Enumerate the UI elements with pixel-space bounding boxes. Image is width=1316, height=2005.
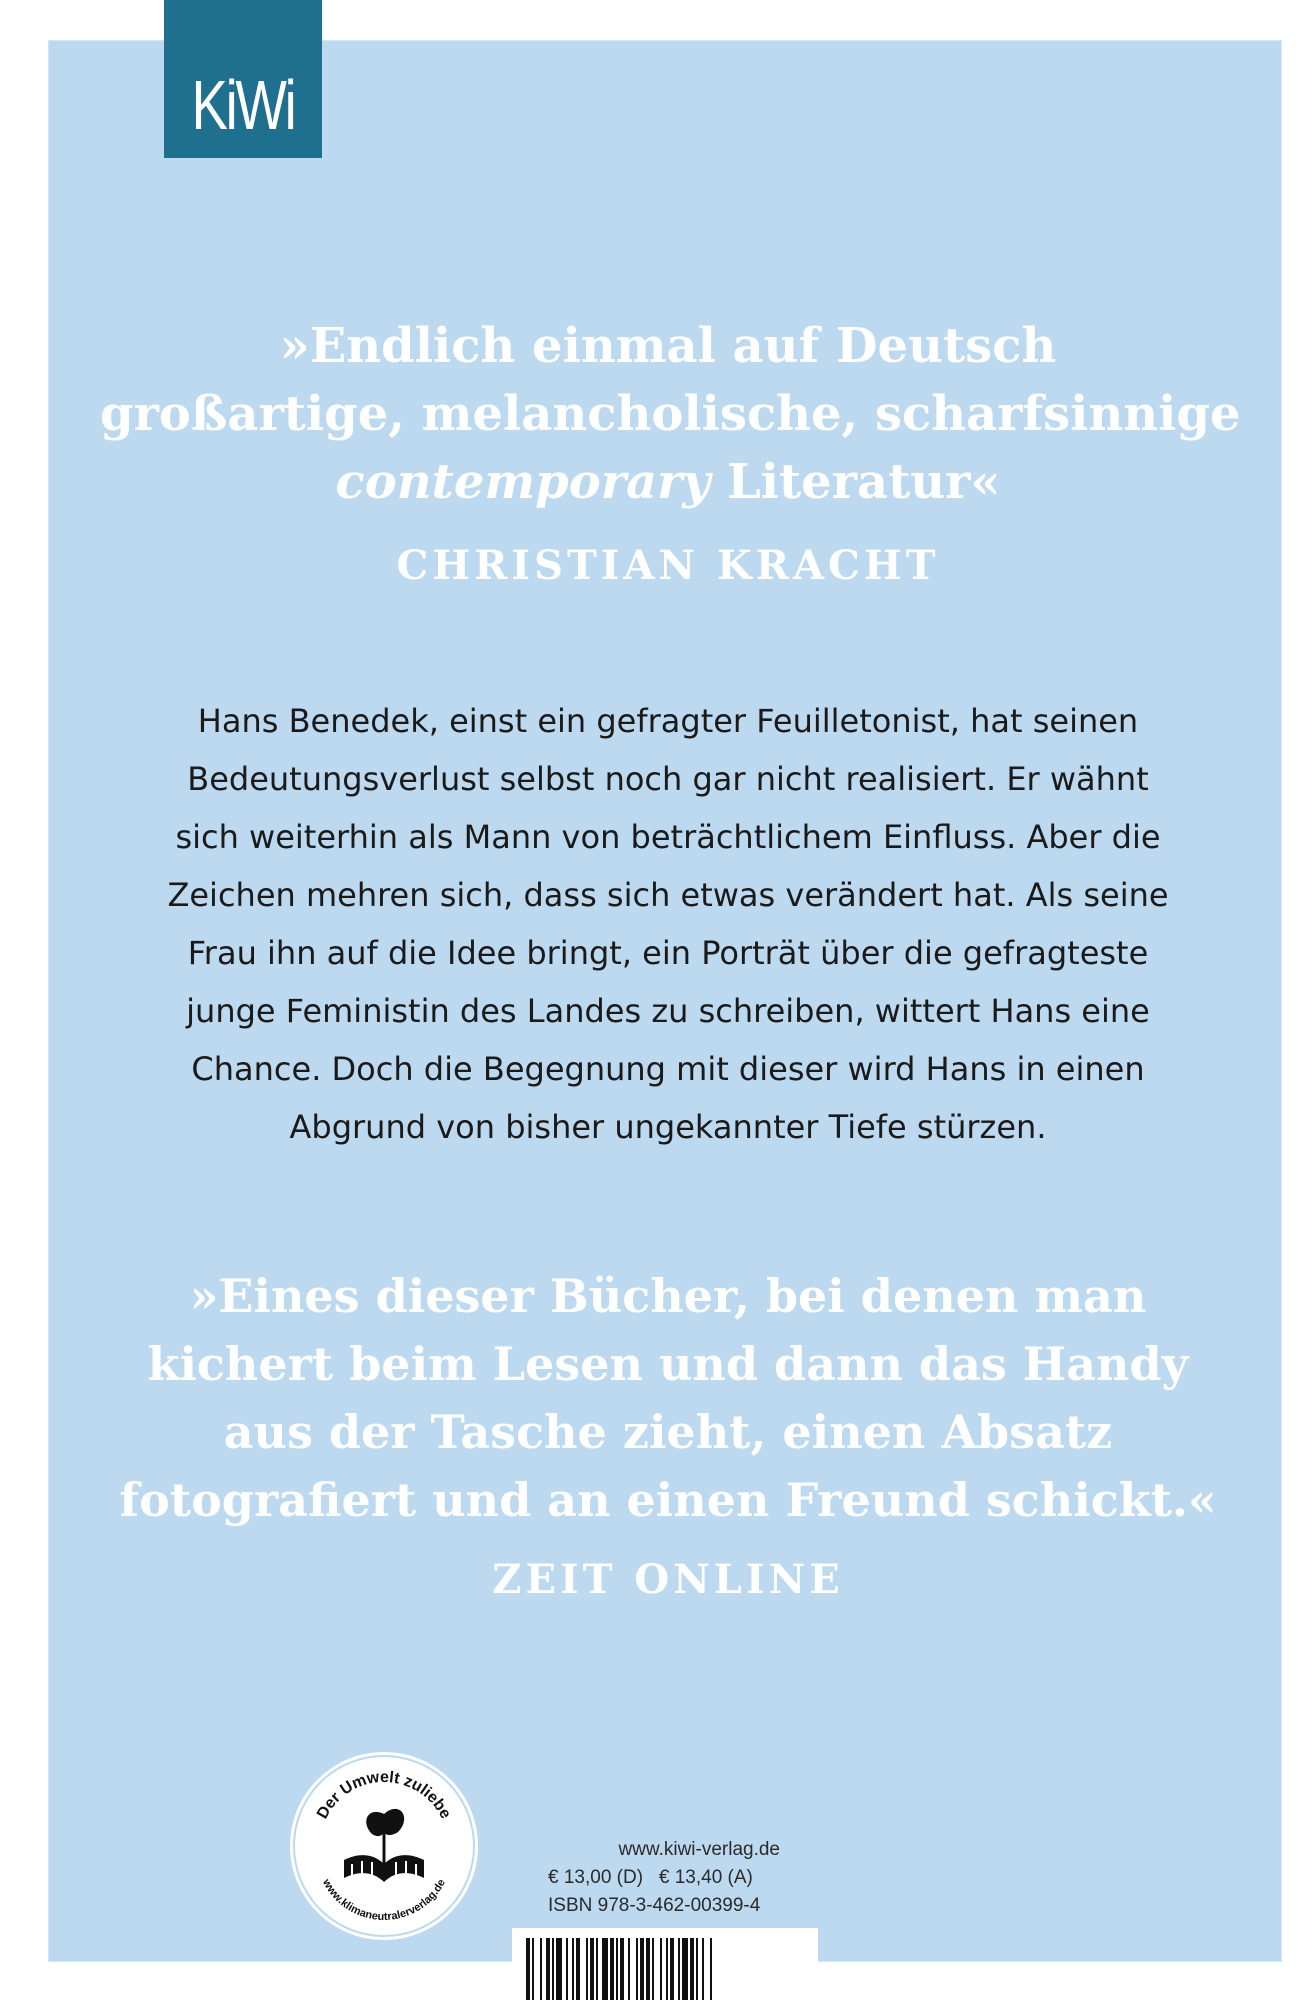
blurb-text — [100, 692, 1236, 1156]
barcode-bar — [682, 1938, 688, 2000]
publisher-website: www.kiwi-verlag.de — [618, 1839, 780, 1860]
quote-top-line: »Endlich einmal auf Deutsch — [279, 318, 1057, 374]
barcode-bar — [596, 1938, 598, 2000]
eco-seal-graphic — [290, 1752, 478, 1940]
barcode-bars — [512, 1928, 818, 2000]
price-at: € 13,40 (A) — [658, 1867, 753, 1888]
barcode-bar — [636, 1938, 638, 2000]
eco-seal-bottom-text: www.klimaneutralerverlag.de — [320, 1877, 448, 1924]
quote-bottom-line: »Eines dieser Bücher, bei denen man — [189, 1269, 1147, 1323]
barcode-bar — [710, 1938, 712, 2000]
quote-top-line: großartige, melancholische, scharfsinnige — [100, 386, 1241, 442]
eco-seal — [290, 1752, 478, 1940]
quote-top-attribution: CHRISTIAN KRACHT — [396, 542, 940, 589]
isbn: ISBN 978-3-462-00399-4 — [548, 1895, 761, 1916]
eco-seal-top-text: Der Umwelt zuliebe — [314, 1768, 455, 1822]
barcode-bar — [566, 1938, 568, 2000]
barcode-bar — [702, 1938, 704, 2000]
blurb-line: Bedeutungsverlust selbst noch gar nicht realisiert. Er wähnt — [187, 760, 1149, 798]
barcode-bar — [690, 1938, 694, 2000]
quote-bottom-line: fotografiert und an einen Freund schickt.« — [119, 1473, 1217, 1527]
quote-bottom — [100, 1262, 1236, 1534]
barcode-bar — [576, 1938, 580, 2000]
quote-bottom-line: kichert beim Lesen und dann das Handy — [147, 1337, 1189, 1391]
quote-bottom-line: aus der Tasche zieht, einen Absatz — [223, 1405, 1113, 1459]
barcode-bar — [628, 1938, 630, 2000]
barcode-bar — [616, 1938, 618, 2000]
barcode-bar — [532, 1938, 534, 2000]
barcode-bar — [572, 1938, 574, 2000]
quote-top-line — [100, 448, 1236, 516]
blurb-line: sich weiterhin als Mann von beträchtlichem Einfluss. Aber die — [175, 818, 1161, 856]
blurb-line: Zeichen mehren sich, dass sich etwas verändert hat. Als seine — [167, 876, 1169, 914]
price-line — [548, 1864, 788, 1892]
barcode-bar — [620, 1938, 624, 2000]
logo-text: KiWi — [191, 66, 295, 144]
barcode-bar — [678, 1938, 680, 2000]
quote-bottom-attribution: ZEIT ONLINE — [492, 1556, 844, 1603]
barcode-bar — [590, 1938, 594, 2000]
barcode-bar — [670, 1938, 674, 2000]
blurb-line: Frau ihn auf die Idee bringt, ein Porträt über die gefragteste — [187, 934, 1149, 972]
barcode-icon — [512, 1928, 818, 2000]
quote-top-rest: Literatur« — [710, 454, 1001, 510]
barcode-bar — [552, 1938, 554, 2000]
blurb-line: Abgrund von bisher ungekannter Tiefe stürzen. — [289, 1108, 1047, 1146]
blurb-line: Chance. Doch die Begegnung mit dieser wird Hans in einen — [191, 1050, 1145, 1088]
barcode-bar — [586, 1938, 588, 2000]
blurb-line: junge Feministin des Landes zu schreiben, wittert Hans eine — [186, 992, 1150, 1030]
quote-top-italic: contemporary — [335, 454, 711, 510]
barcode-bar — [610, 1938, 614, 2000]
barcode-bar — [546, 1938, 550, 2000]
price-de: € 13,00 (D) — [548, 1867, 644, 1888]
barcode-bar — [556, 1938, 562, 2000]
barcode-bar — [696, 1938, 698, 2000]
barcode-bar — [660, 1938, 662, 2000]
barcode-bar — [640, 1938, 644, 2000]
barcode-bar — [646, 1938, 650, 2000]
imprint-block — [548, 1836, 788, 1920]
publisher-logo — [164, 0, 322, 158]
barcode-bar — [540, 1938, 542, 2000]
barcode-bar — [602, 1938, 608, 2000]
barcode-bar — [652, 1938, 654, 2000]
barcode-bar — [526, 1938, 530, 2000]
barcode-bar — [666, 1938, 668, 2000]
blurb-line: Hans Benedek, einst ein gefragter Feuilletonist, hat seinen — [197, 702, 1139, 740]
quote-top — [100, 312, 1241, 516]
